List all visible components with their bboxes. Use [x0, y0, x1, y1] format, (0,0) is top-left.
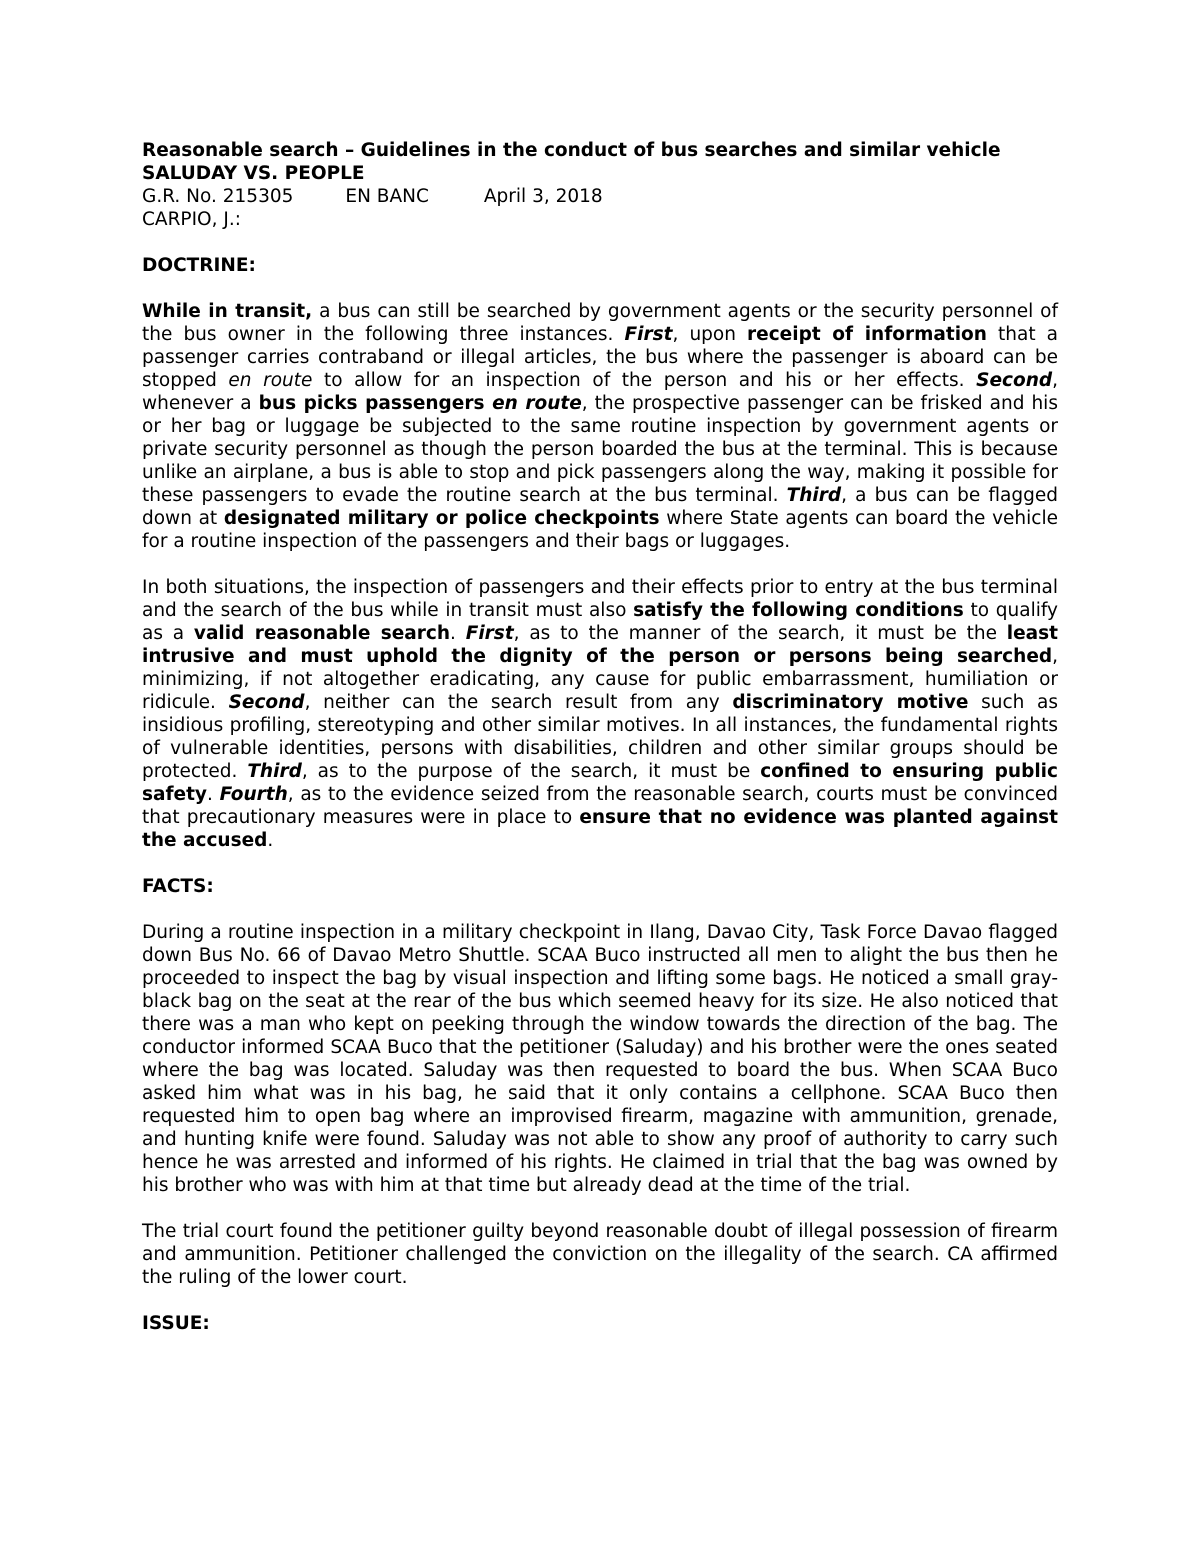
document-title: Reasonable search – Guidelines in the conduct of bus searches and similar vehicle	[142, 140, 1001, 161]
text-run: , neither can the search result from any	[304, 692, 733, 713]
text-run: Second	[228, 692, 305, 713]
text-run: , upon	[672, 324, 748, 345]
case-name: SALUDAY VS. PEOPLE	[142, 163, 365, 184]
text-run: such as insidious profiling, stereotyping and other similar motives. In all instances, the fundamental rights of vulnerable identities, persons with disabilities, children and other similar groups should be protected.	[142, 692, 1058, 782]
doctrine-paragraph-2	[142, 576, 1058, 852]
issue-heading: ISSUE:	[142, 1313, 210, 1334]
text-run: , as to the evidence seized from the reasonable search, courts must be convinced that precautionary measures were in place to	[142, 784, 1058, 828]
text-run: ensure that no evidence was planted against the accused	[142, 807, 1058, 851]
text-run: satisfy the following conditions	[633, 600, 964, 621]
text-run: First	[624, 324, 673, 345]
text-run: valid reasonable search	[193, 623, 451, 644]
division: EN BANC	[345, 186, 429, 207]
text-run: bus picks passengers	[258, 393, 493, 414]
facts-paragraph-1: During a routine inspection in a military checkpoint in Ilang, Davao City, Task Force Davao flagged down Bus No. 66 of Davao Metro Shuttle. SCAA Buco instructed all men to alight the bus then he proceeded to inspect the bag by visual inspection and lifting some bags. He noticed a small gray-black bag on the seat at the rear of the bus which seemed heavy for its size. He also noticed that there was a man who kept on peeking through the window towards the direction of the bag. The conductor informed SCAA Buco that the petitioner (Saluday) and his brother were the ones seated where the bag was located. Saluday was then requested to board the bus. When SCAA Buco asked him what was in his bag, he said that it only contains a cellphone. SCAA Buco then requested him to open bag where an improvised firearm, magazine with ammunition, grenade, and hunting knife were found. Saluday was not able to show any proof of authority to carry such hence he was arrested and informed of his rights. He claimed in trial that the bag was owned by his brother who was with him at that time but already dead at the time of the trial.	[142, 922, 1058, 1196]
text-run: .	[207, 784, 220, 805]
decision-date: April 3, 2018	[483, 186, 603, 207]
facts-paragraph-2: The trial court found the petitioner guilty beyond reasonable doubt of illegal possession of firearm and ammunition. Petitioner challenged the conviction on the illegality of the search. CA affirmed the ruling of the lower court.	[142, 1221, 1058, 1288]
text-run: .	[267, 830, 274, 851]
text-run: Third	[247, 761, 302, 782]
text-run: Third	[786, 485, 842, 506]
doctrine-heading: DOCTRINE:	[142, 255, 256, 276]
case-meta-line	[142, 185, 1058, 208]
text-run: In both situations, the inspection of passengers and their effects prior to entry at the bus terminal and the search of the bus while in transit must also	[142, 577, 1058, 621]
facts-heading: FACTS:	[142, 876, 214, 897]
text-run: least intrusive and must uphold the dignity of the person or persons being searched	[142, 623, 1058, 667]
text-run: Fourth	[219, 784, 288, 805]
text-run: designated military or police checkpoints	[223, 508, 660, 529]
text-run: where State agents can board the vehicle for a routine inspection of the passengers and their bags or luggages.	[142, 508, 1058, 552]
gr-number: G.R. No. 215305	[142, 186, 294, 207]
text-run: discriminatory motive	[732, 692, 969, 713]
text-run: en route	[228, 370, 313, 391]
text-run: confined to ensuring public safety	[142, 761, 1058, 805]
text-run: Second	[976, 370, 1053, 391]
text-run: .	[450, 623, 466, 644]
text-run: First	[465, 623, 514, 644]
text-run: , whenever a	[142, 370, 1058, 414]
text-run: , the prospective passenger can be frisked and his or her bag or luggage be subjected to the same routine inspection by government agents or private security personnel as though the person boarded the bus at the terminal. This is because unlike an airplane, a bus is able to stop and pick passengers along the way, making it possible for these passengers to evade the routine search at the bus terminal.	[142, 393, 1058, 506]
ponente: CARPIO, J.:	[142, 209, 241, 230]
text-run: , a bus can be flagged down at	[142, 485, 1059, 529]
document-body	[142, 139, 1058, 1335]
text-run: to allow for an inspection of the person and his or her effects.	[312, 370, 977, 391]
doctrine-paragraph-1	[142, 300, 1058, 553]
text-run: a bus can still be searched by government agents or the security personnel of the bus owner in the following three instances.	[142, 301, 1058, 345]
text-run: While in transit,	[142, 301, 313, 322]
text-run: , minimizing, if not altogether eradicating, any cause for public embarrassment, humiliation or ridicule.	[142, 646, 1058, 713]
text-run: , as to the purpose of the search, it must be	[301, 761, 761, 782]
text-run: en route	[492, 393, 582, 414]
text-run: to qualify as a	[142, 600, 1059, 644]
text-run: , as to the manner of the search, it must be the	[513, 623, 1007, 644]
text-run: receipt of information	[747, 324, 987, 345]
text-run: that a passenger carries contraband or illegal articles, the bus where the passenger is aboard can be stopped	[142, 324, 1058, 391]
